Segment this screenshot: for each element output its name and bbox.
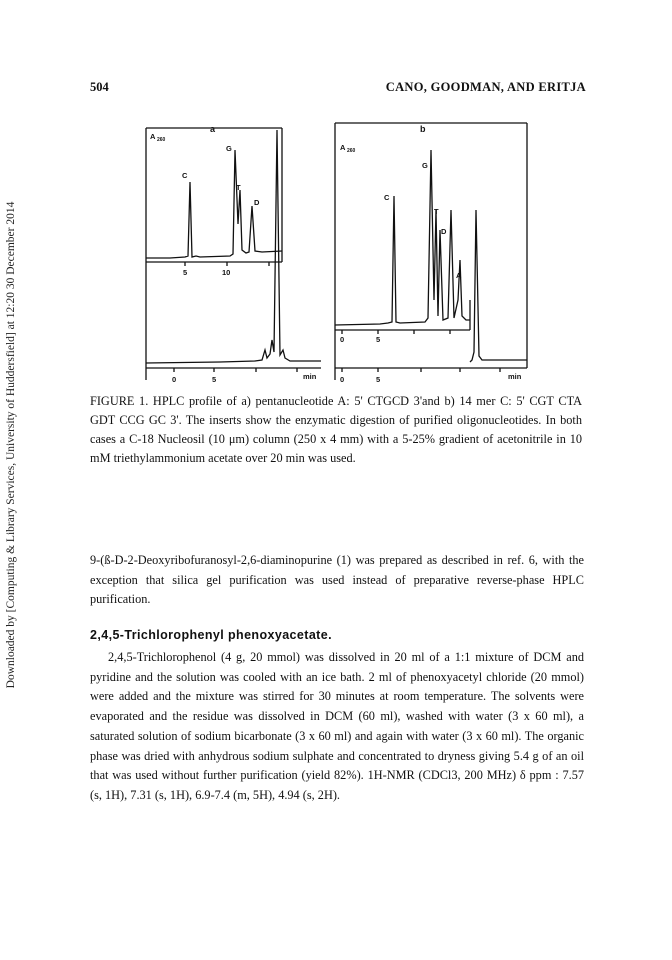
panel-b-insert-tick-label: 5 — [376, 335, 381, 344]
panel-b-insert-trace — [335, 150, 470, 325]
panel-b-main-trace — [470, 210, 527, 362]
page-number: 504 — [90, 80, 109, 94]
panel-b-peak-label: A — [456, 271, 462, 280]
hplc-figure — [0, 0, 672, 400]
panel-a-ylabel: A — [150, 132, 156, 141]
panel-b-ylabel-sub: 260 — [347, 148, 356, 154]
panel-a-insert-trace — [146, 150, 282, 258]
panel-a-peak-label: G — [226, 144, 232, 153]
chromatogram-a — [146, 128, 321, 380]
panel-a-peak-label: D — [254, 198, 260, 207]
body-paragraph: 2,4,5-Trichlorophenol (4 g, 20 mmol) was dissolved in 20 ml of a 1:1 mixture of DCM and pyridine and the solution was cooled with an ice bath. 2 ml of phenoxyacetyl chloride (20 mmol) were added and the mixture was stirred for 30 minutes at room temperature. The solvents were evaporated and the residue was dissolved in DCM (60 ml), washed with water (3 x 60 ml), a saturated solution of sodium bicarbonate (3 x 60 ml) and again with water (3 x 60 ml). The organic phase was dried with anhydrous sodium sulphate and concentrated to dryness giving 5.4 g of an oil that was used without further purification (yield 82%). 1H-NMR (CDCl3, 200 MHz) δ ppm : 7.57 (s, 1H), 7.31 (s, 1H), 6.9-7.4 (m, 5H), 4.94 (s, 2H). — [90, 650, 584, 802]
section-heading: 2,4,5-Trichlorophenyl phenoxyacetate. — [90, 628, 332, 642]
panel-a-ylabel-sub: 260 — [157, 137, 166, 143]
panel-a-insert-tick-label: 5 — [183, 268, 188, 277]
panel-a-unit: min — [303, 372, 317, 381]
panel-a-insert-tick-label: 10 — [222, 268, 231, 277]
panel-b-peak-label: G — [422, 161, 428, 170]
running-head: CANO, GOODMAN, AND ERITJA — [385, 80, 586, 94]
panel-a-peak-label: T — [236, 183, 241, 192]
panel-b-main-tick-label: 5 — [376, 375, 381, 384]
panel-b-insert-tick-label: 0 — [340, 335, 345, 344]
panel-b-unit: min — [508, 372, 522, 381]
panel-b-peak-label: T — [434, 207, 439, 216]
chromatogram-b — [335, 123, 527, 380]
figure-caption: FIGURE 1. HPLC profile of a) pentanucleotide A: 5' CTGCD 3'and b) 14 mer C: 5' CGT CTA GDT CCG GC 3'. The inserts show the enzymatic digestion of purified oligonucleotides. In both cases a C-18 Nucleosil (10 μm) column (250 x 4 mm) with a 5-25% gradient of acetonitrile in 10 mM triethylammonium acetate over 20 min was used. — [90, 394, 582, 465]
panel-b-peak-label: D — [441, 227, 447, 236]
panel-b-ylabel: A — [340, 143, 346, 152]
panel-a-main-tick-label: 5 — [212, 375, 217, 384]
panel-b-peak-label: C — [384, 193, 390, 202]
panel-a-peak-label: C — [182, 171, 188, 180]
download-watermark-text: Downloaded by [Computing & Library Services, University of Huddersfield] at 12:20 30 December 2014 — [5, 201, 17, 689]
body-paragraph: 9-(ß-D-2-Deoxyribofuranosyl-2,6-diaminopurine (1) was prepared as described in ref. 6, with the exception that silica gel purification was used instead of preparative reverse-phase HPLC purification. — [90, 553, 584, 607]
panel-a-main-tick-label: 0 — [172, 375, 177, 384]
panel-a-label: a — [210, 124, 216, 134]
panel-b-main-tick-label: 0 — [340, 375, 345, 384]
panel-b-label: b — [420, 124, 426, 134]
